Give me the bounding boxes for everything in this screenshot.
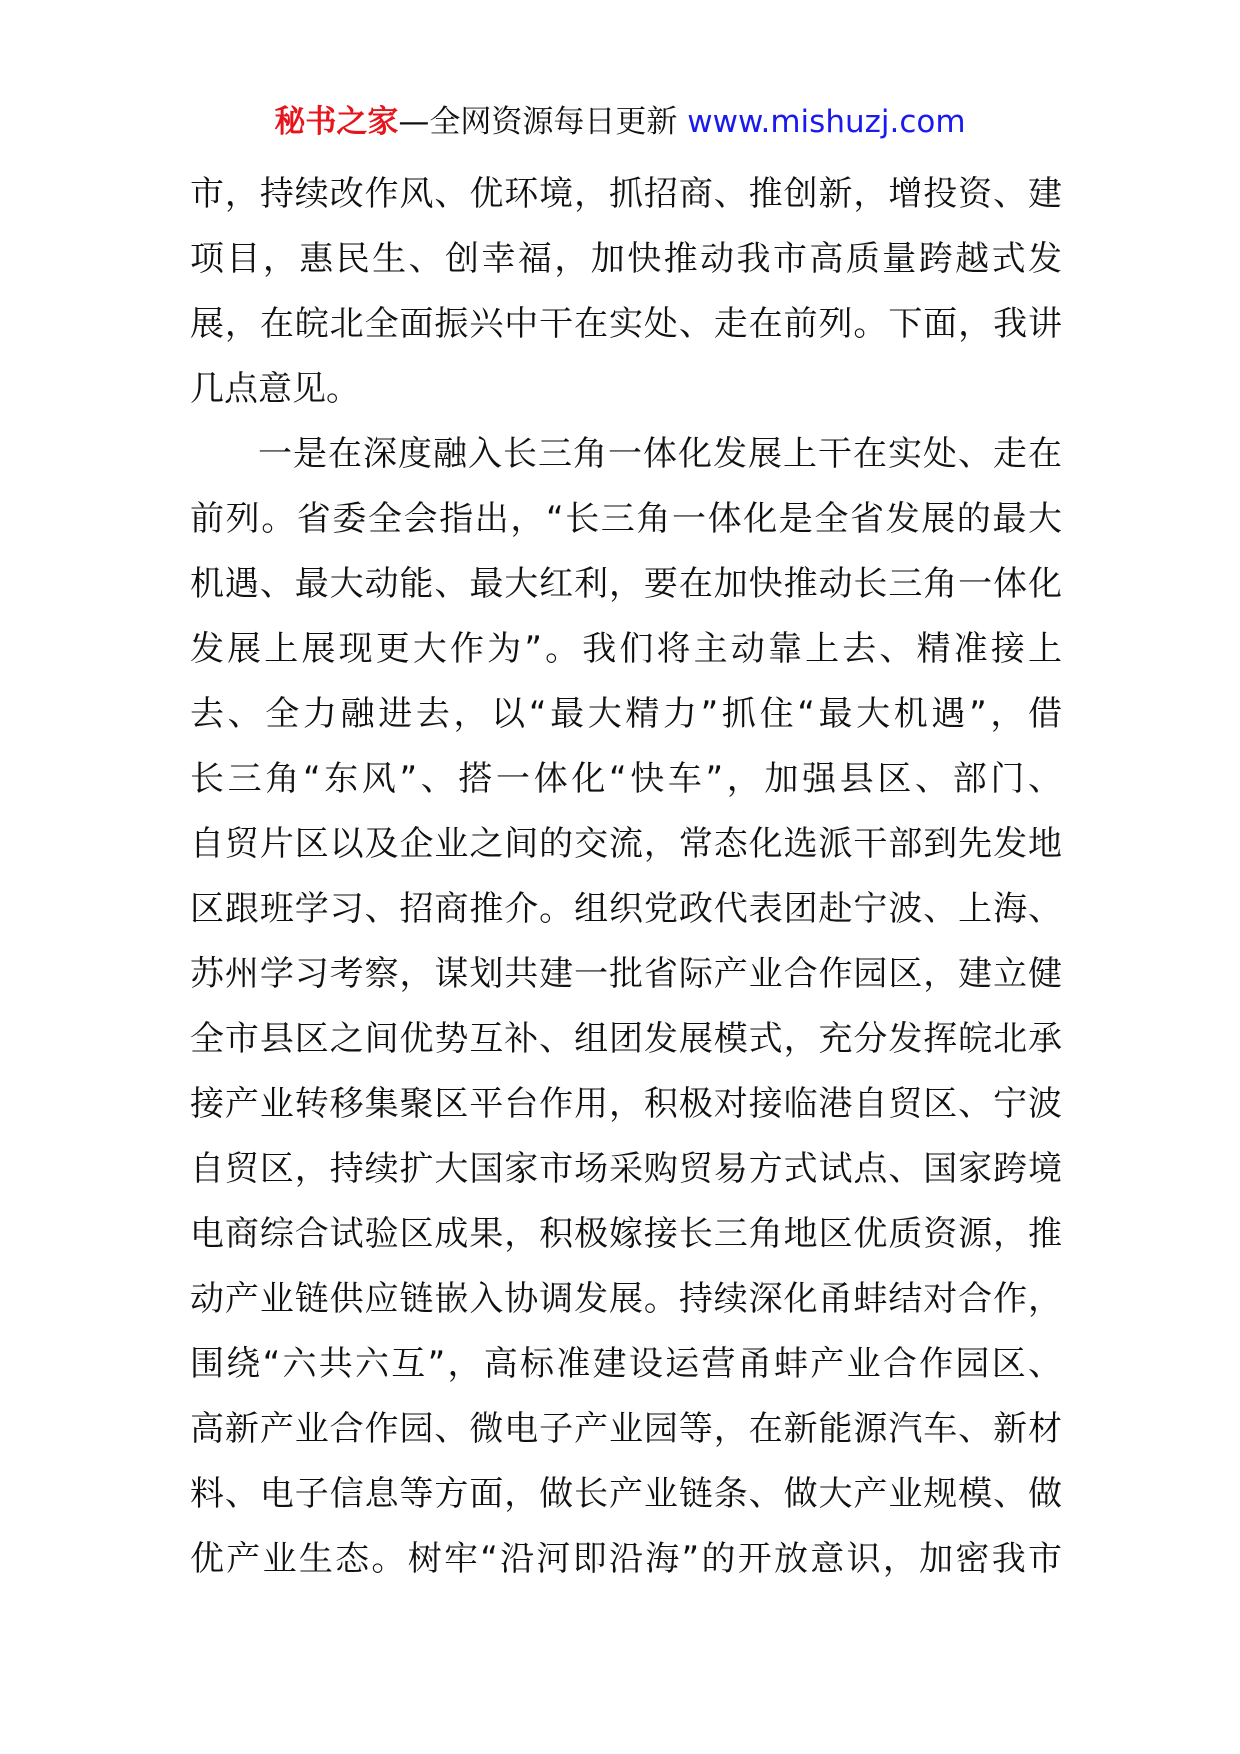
text-line: 一是在深度融入长三角一体化发展上干在实处、走在 <box>258 434 1062 474</box>
text-line: 去、全力融进去，以“最大精力”抓住“最大机遇”，借 <box>190 694 1062 734</box>
text-line: 全市县区之间优势互补、组团发展模式，充分发挥皖北承 <box>190 1019 1062 1059</box>
document-body <box>190 162 1062 1592</box>
text-line: 市，持续改作风、优环境，抓招商、推创新，增投资、建 <box>190 174 1062 214</box>
watermark-header <box>0 100 1240 144</box>
text-line: 苏州学习考察，谋划共建一批省际产业合作园区，建立健 <box>190 954 1062 994</box>
text-line: 接产业转移集聚区平台作用，积极对接临港自贸区、宁波 <box>190 1084 1062 1124</box>
text-line: 自贸片区以及企业之间的交流，常态化选派干部到先发地 <box>190 824 1062 864</box>
text-line: 展，在皖北全面振兴中干在实处、走在前列。下面，我讲 <box>190 304 1062 344</box>
text-line: 优产业生态。树牢“沿河即沿海”的开放意识，加密我市 <box>190 1539 1062 1579</box>
text-line: 区跟班学习、招商推介。组织党政代表团赴宁波、上海、 <box>190 889 1062 929</box>
watermark-url: www.mishuzj.com <box>687 104 966 140</box>
text-line: 几点意见。 <box>190 369 360 409</box>
text-line: 高新产业合作园、微电子产业园等，在新能源汽车、新材 <box>190 1409 1062 1449</box>
text-line: 前列。省委全会指出，“长三角一体化是全省发展的最大 <box>190 499 1062 539</box>
text-line: 发展上展现更大作为”。我们将主动靠上去、精准接上 <box>190 629 1062 669</box>
text-line: 长三角“东风”、搭一体化“快车”，加强县区、部门、 <box>190 759 1062 799</box>
text-line: 料、电子信息等方面，做长产业链条、做大产业规模、做 <box>190 1474 1062 1514</box>
watermark-tagline: —全网资源每日更新 <box>398 104 678 140</box>
text-line: 机遇、最大动能、最大红利，要在加快推动长三角一体化 <box>190 564 1062 604</box>
text-line: 围绕“六共六互”，高标准建设运营甬蚌产业合作园区、 <box>190 1344 1062 1384</box>
text-line: 自贸区，持续扩大国家市场采购贸易方式试点、国家跨境 <box>190 1149 1062 1189</box>
text-line: 项目，惠民生、创幸福，加快推动我市高质量跨越式发 <box>190 239 1062 279</box>
watermark-brand: 秘书之家 <box>274 104 399 140</box>
text-line: 动产业链供应链嵌入协调发展。持续深化甬蚌结对合作， <box>190 1279 1062 1319</box>
text-line: 电商综合试验区成果，积极嫁接长三角地区优质资源，推 <box>190 1214 1062 1254</box>
